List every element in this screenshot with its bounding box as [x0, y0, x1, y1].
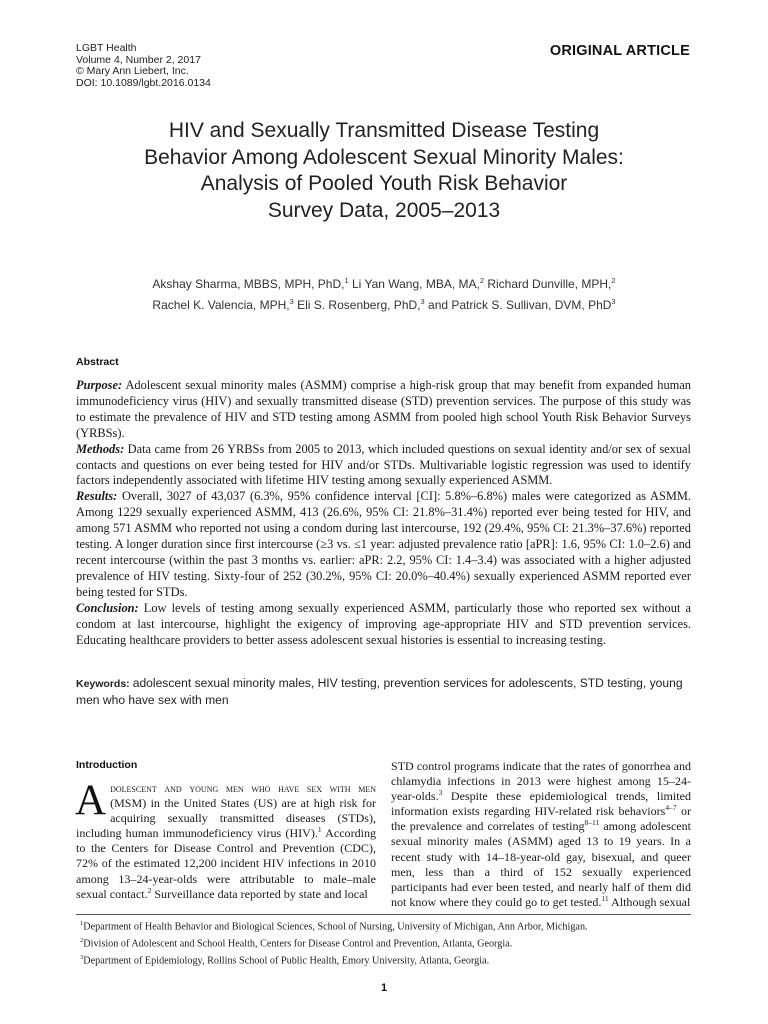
author-name: Akshay Sharma, MBBS, MPH, PhD,: [152, 277, 345, 291]
author-name: Rachel K. Valencia, MPH,: [152, 298, 290, 312]
citation: 11: [601, 893, 609, 903]
citation: 3: [438, 788, 443, 798]
footnote: $^3$Department of Epidemiology, Rollins School of Public Health, Emory University, Atlanta, Georgia.: [80, 953, 490, 967]
author-affiliation: 3: [611, 297, 616, 306]
author-name: and Patrick S. Sullivan, DVM, PhD: [428, 298, 612, 312]
abstract-heading: Abstract: [76, 356, 119, 368]
abstract-methods: Methods: Data came from 26 YRBSs from 2005 to 2013, which included questions on sexual identity and/or sex of sexual contacts and questions on ever being tested for HIV and/or STDs. Multivariable logistic regression was used to identify factors independently associated with lifetime HIV testing among sexually experienced ASMM.: [76, 441, 691, 488]
citation: 2: [147, 885, 152, 895]
body-paragraph: STD control programs indicate that the rates of gonorrhea and chlamydia infections in 2013 were highest among 15–24-year-olds.$^3$ Despite these epidemiological trends, limited information exists regarding HIV-related risk behaviors$^{4-7}$ or the prevalence and correlates of testing$^{8-11}$ among adolescent sexual minority males (ASMM) aged 13 to 19 years. In a recent study with 14–18-year-old gay, bisexual, and queer men, less than a third of 152 sexually experienced participants had ever been tested, and nearly half of them did not know where they could go to get tested.$^{11}$ Although sexual: [391, 759, 692, 909]
abstract-purpose: Purpose: Adolescent sexual minority males (ASMM) comprise a high-risk group that may benefit from expanded human immunodeficiency virus (HIV) and sexually transmitted disease (STD) prevention services. The purpose of this study was to estimate the prevalence of HIV and STD testing among ASMM from pooled high school Youth Risk Behavior Surveys (YRBSs).: [76, 378, 691, 440]
abstract-conclusion: Conclusion: Low levels of testing among sexually experienced ASMM, particularly those who reported sex without a condom at last intercourse, highlight the exigency of improving age-appropriate HIV and STD prevention services. Educating healthcare providers to better assess adolescent sexual histories is essential to increasing testing.: [76, 600, 691, 647]
body-column-left: [75, 777, 377, 902]
journal-doi: DOI: 10.1089/lgbt.2016.0134: [76, 76, 211, 89]
title-line: HIV and Sexually Transmitted Disease Testing: [168, 119, 600, 142]
smallcaps-lead: dolescent and young men who have sex with men: [110, 781, 376, 795]
footnote: $^2$Division of Adolescent and School Health, Centers for Disease Control and Prevention, Atlanta, Georgia.: [80, 936, 513, 950]
body-paragraph: Adolescent and young men who have sex with men (MSM) in the United States (US) are at high risk for acquiring sexually transmitted diseases (STDs), including human immunodeficiency virus (HIV).$^1$ According to the Centers for Disease Control and Prevention (CDC), 72% of the estimated 12,200 incident HIV infections in 2010 among 13–24-year-olds were attributable to male–male sexual contact.$^2$ Surveillance data reported by state and local: [75, 777, 377, 901]
article-title: [60, 118, 708, 224]
author-affiliation: 2: [611, 276, 616, 285]
abstract-body: [76, 378, 691, 648]
abstract-results: Results: Overall, 3027 of 43,037 (6.3%, 95% confidence interval [CI]: 5.8%–6.8%) males were categorized as ASMM. Among 1229 sexually experienced ASMM, 413 (26.6%, 95% CI: 21.8%–31.4%) reported ever being tested for HIV, and among 571 ASMM who reported not using a condom during last intercourse, 192 (29.4%, 95% CI: 21.3%–37.6%) reported testing. A longer duration since first intercourse (≥3 vs. ≤1 year: adjusted prevalence ratio [aPR]: 1.6, 95% CI: 1.0–2.6) and recent intercourse (within the past 3 months vs. earlier: aPR: 2.2, 95% CI: 1.4–3.4) was associated with a higher adjusted prevalence of HIV testing. Sixty-four of 252 (30.2%, 95% CI: 20.0%–40.4%) sexually experienced ASMM reported ever being tested for STDs.: [76, 489, 691, 599]
introduction-heading: Introduction: [76, 759, 138, 771]
journal-volume: Volume 4, Number 2, 2017: [76, 53, 201, 66]
affiliation-footnotes: [80, 917, 588, 968]
keywords: [76, 676, 691, 708]
journal-copyright: © Mary Ann Liebert, Inc.: [76, 65, 189, 77]
drop-cap: A: [75, 777, 107, 824]
author-name: Eli S. Rosenberg, PhD,: [297, 298, 421, 312]
author-affiliation: 3: [289, 297, 294, 306]
abstract-label: Conclusion:: [76, 600, 139, 615]
journal-name: LGBT Health: [76, 42, 137, 54]
body-column-right: [391, 759, 691, 910]
abstract-label: Methods:: [76, 441, 125, 456]
author-name: Li Yan Wang, MBA, MA,: [352, 277, 480, 291]
abstract-label: Results:: [76, 489, 118, 504]
author-affiliation: 3: [420, 297, 425, 306]
footnote-divider: [76, 914, 691, 915]
keywords-label: Keywords:: [76, 678, 130, 690]
article-type: ORIGINAL ARTICLE: [549, 43, 690, 59]
abstract-label: Purpose:: [76, 378, 123, 392]
citation: 8–11: [584, 818, 600, 828]
author-affiliation: 2: [479, 276, 484, 285]
author-affiliation: 1: [344, 276, 349, 285]
page-number: 1: [380, 982, 388, 994]
footnote: $^1$Department of Health Behavior and Biological Sciences, School of Nursing, University of Michigan, Ann Arbor, Michigan.: [80, 920, 588, 933]
citation: 1: [317, 825, 322, 835]
author-name: Richard Dunville, MPH,: [487, 277, 612, 291]
keywords-text: adolescent sexual minority males, HIV testing, prevention services for adolescents, STD testing, young men who have sex with men: [76, 676, 683, 707]
title-line: Analysis of Pooled Youth Risk Behavior: [200, 172, 568, 195]
author-line: [60, 293, 708, 314]
citation: 4–7: [665, 803, 677, 813]
title-line: Behavior Among Adolescent Sexual Minority Males:: [144, 145, 624, 169]
title-line: Survey Data, 2005–2013: [267, 198, 501, 222]
journal-info: [76, 43, 211, 89]
author-list: [60, 272, 708, 314]
author-line: [60, 272, 708, 293]
